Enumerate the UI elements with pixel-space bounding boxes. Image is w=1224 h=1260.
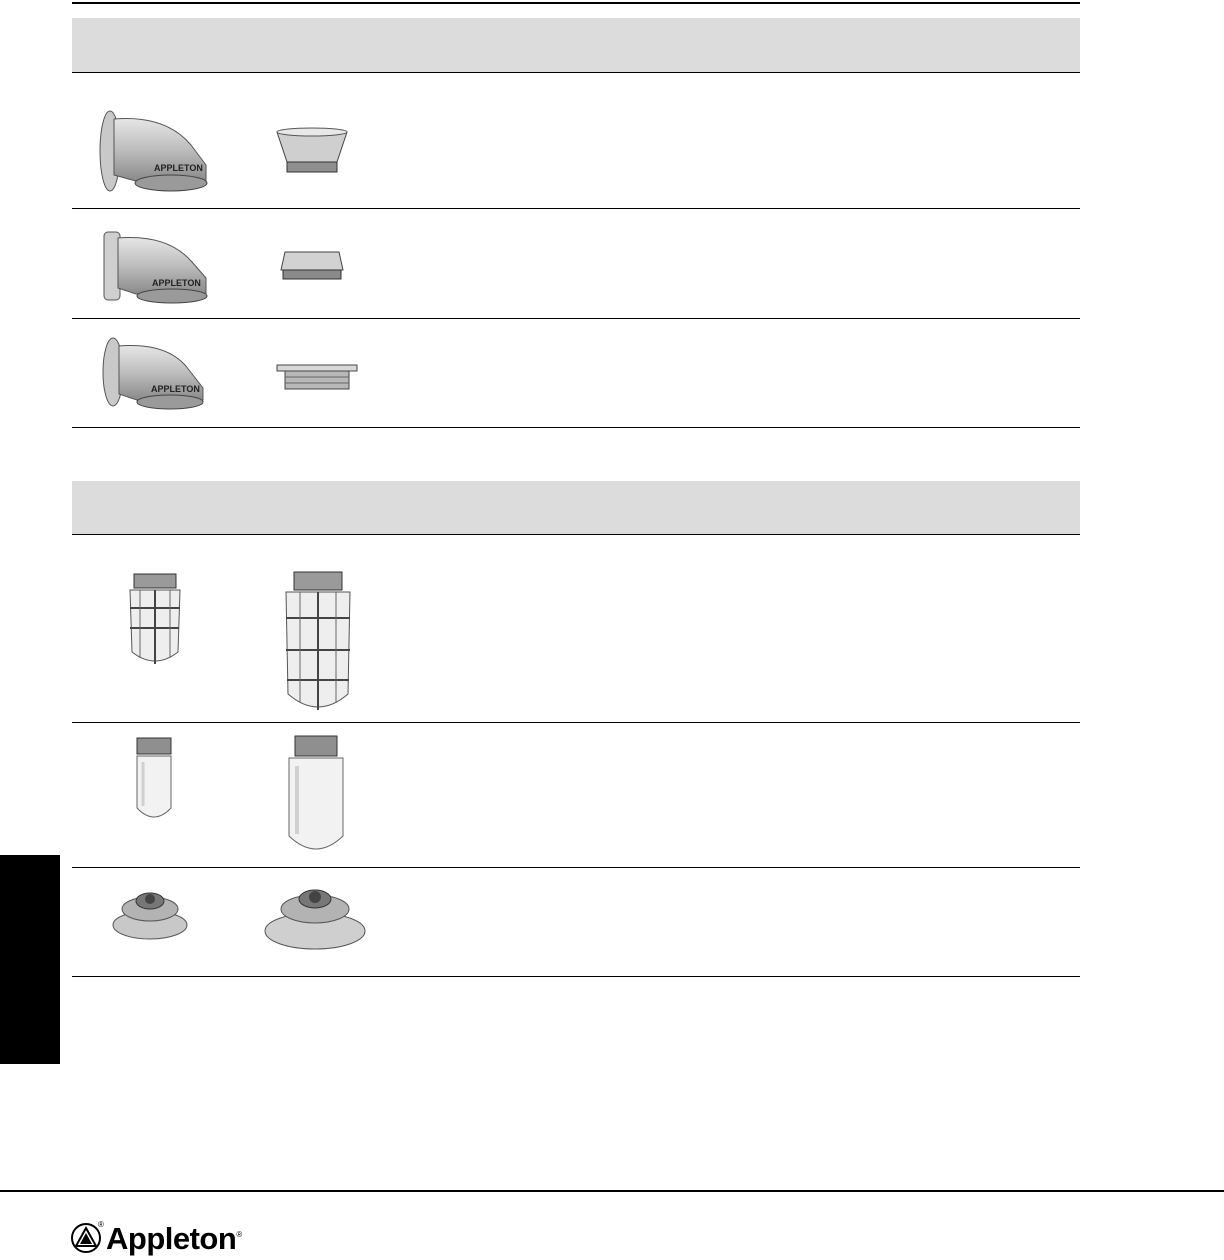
table-row [72, 73, 1080, 208]
flared-adapter-ring-icon [272, 123, 352, 179]
wall-bracket-hood-icon [96, 333, 211, 413]
section-2-bottom-rule [72, 976, 1080, 977]
embossed-label: APPLETON [150, 384, 200, 394]
large-clear-globe-icon [280, 733, 352, 857]
table-row [72, 319, 1080, 427]
section-1-bottom-rule [72, 427, 1080, 428]
large-guarded-globe-icon [278, 569, 358, 717]
wall-bracket-hood-icon [96, 103, 211, 199]
large-reflector-base-icon [262, 874, 368, 954]
table-row [72, 868, 1080, 976]
section-1-header-band [72, 18, 1080, 72]
embossed-label: APPLETON [152, 278, 201, 288]
brand-logo [70, 1222, 242, 1254]
table-row [72, 723, 1080, 867]
top-rule [72, 2, 1080, 4]
table-row [72, 535, 1080, 722]
section-2-header-band [72, 481, 1080, 534]
small-guarded-globe-icon [122, 571, 188, 673]
registered-mark: ® [236, 1229, 243, 1239]
embossed-label: APPLETON [154, 163, 203, 173]
table-row [72, 209, 1080, 319]
small-reflector-base-icon [110, 880, 190, 944]
small-clear-globe-icon [128, 735, 180, 823]
footer-rule [0, 1190, 1224, 1192]
registered-mark-left: ® [98, 1220, 104, 1229]
low-adapter-ring-icon [272, 245, 352, 285]
wall-bracket-hood-icon [96, 225, 211, 307]
brand-name: Appleton [106, 1220, 237, 1256]
section-side-tab [0, 855, 60, 1064]
threaded-adapter-ring-icon [272, 357, 362, 399]
